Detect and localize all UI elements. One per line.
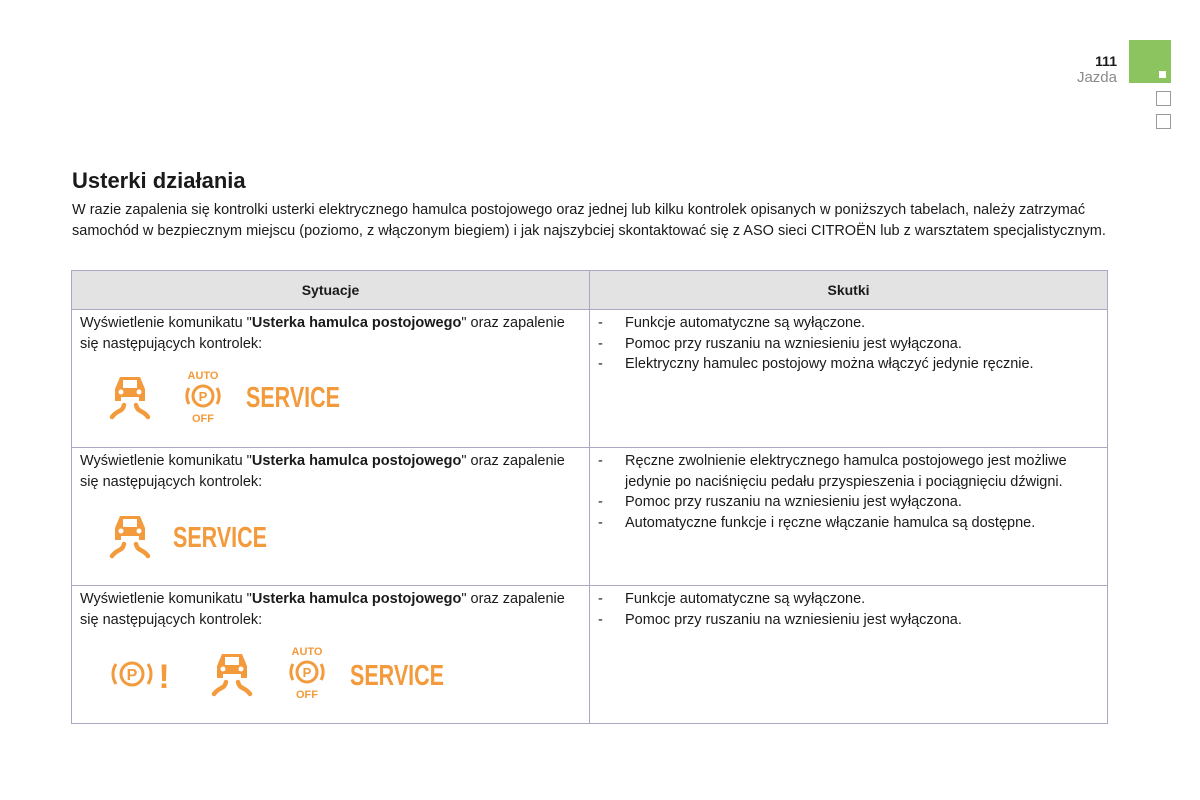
- message-name: Usterka hamulca postojowego: [251, 453, 462, 469]
- column-header-situations: Sytuacje: [72, 271, 590, 310]
- service-icon: [350, 656, 450, 692]
- warning-lights: [80, 508, 581, 578]
- skid-icon: [106, 512, 154, 562]
- table-row: [72, 310, 1108, 448]
- effects-list: [598, 589, 1099, 630]
- situation-text: Wyświetlenie komunikatu "Usterka hamulca postojowego" oraz zapalenie się następujących kontrolek:: [80, 453, 565, 490]
- service-icon: [173, 518, 273, 554]
- svg-text:!: !: [158, 658, 170, 696]
- table-header-row: [72, 271, 1108, 310]
- situation-cell: [72, 310, 590, 448]
- section-name: Jazda: [1076, 69, 1117, 86]
- list-item: - Automatyczne funkcje i ręczne włączanie hamulca są dostępne.: [598, 514, 1036, 531]
- svg-text:AUTO: AUTO: [187, 370, 219, 382]
- effects-list: [598, 451, 1099, 533]
- effects-cell: [590, 310, 1108, 448]
- intro-paragraph: W razie zapalenia się kontrolki usterki elektrycznego hamulca postojowego oraz jednej lub kilku kontrolek opisanych w poniższych tabelach, należy zatrzymać samochód w bezpiecznym miejscu (poziomo, z włączonym biegiem) i jak najszybciej skontaktować się z ASO sieci CITROËN lub z warsztatem specjalistycznym.: [72, 202, 1106, 239]
- svg-text:P: P: [302, 665, 312, 680]
- svg-text:P: P: [126, 667, 138, 684]
- message-name: Usterka hamulca postojowego: [251, 591, 462, 607]
- section-tab-active: [1129, 40, 1171, 83]
- list-item: - Ręczne zwolnienie elektrycznego hamulca postojowego jest możliwe jedynie po naciśnięciu pedału przyspieszenia i pociągnięciu dźwigni.: [598, 453, 1067, 490]
- svg-text:OFF: OFF: [192, 413, 214, 425]
- list-item: - Elektryczny hamulec postojowy można włączyć jedynie ręcznie.: [598, 356, 1034, 372]
- svg-text:SERVICE: SERVICE: [246, 382, 340, 414]
- effects-cell: [590, 586, 1108, 724]
- list-item: - Pomoc przy ruszaniu na wzniesieniu jest wyłączona.: [598, 494, 962, 510]
- warning-lights: [80, 646, 581, 716]
- situation-cell: [72, 448, 590, 586]
- list-item: - Funkcje automatyczne są wyłączone.: [598, 315, 866, 331]
- situation-cell: [72, 586, 590, 724]
- table-row: [72, 448, 1108, 586]
- section-tab: [1156, 114, 1171, 129]
- svg-text:AUTO: AUTO: [291, 646, 323, 658]
- page-number: 111: [1095, 53, 1117, 69]
- tab-marker: [1159, 71, 1166, 78]
- skid-icon: [106, 373, 154, 423]
- effects-cell: [590, 448, 1108, 586]
- auto-p-off-icon: [180, 368, 226, 424]
- svg-text:OFF: OFF: [296, 689, 318, 701]
- svg-text:P: P: [198, 389, 208, 404]
- page-title: Usterki działania: [72, 168, 246, 193]
- auto-p-off-icon: [284, 644, 330, 700]
- column-header-effects: Skutki: [590, 271, 1108, 310]
- skid-icon: [208, 650, 256, 700]
- svg-text:SERVICE: SERVICE: [350, 660, 444, 692]
- warning-lights: [80, 368, 581, 438]
- faults-table: [71, 270, 1108, 724]
- section-tab: [1156, 91, 1171, 106]
- svg-text:SERVICE: SERVICE: [173, 522, 267, 554]
- situation-text: Wyświetlenie komunikatu "Usterka hamulca postojowego" oraz zapalenie się następujących kontrolek:: [80, 315, 565, 352]
- effects-list: [598, 313, 1099, 375]
- parking-brake-fault-icon: [108, 654, 174, 696]
- table-row: [72, 586, 1108, 724]
- list-item: - Funkcje automatyczne są wyłączone.: [598, 591, 866, 607]
- message-name: Usterka hamulca postojowego: [251, 315, 462, 331]
- list-item: - Pomoc przy ruszaniu na wzniesieniu jest wyłączona.: [598, 335, 962, 352]
- service-icon: [246, 378, 346, 414]
- situation-text: Wyświetlenie komunikatu "Usterka hamulca postojowego" oraz zapalenie się następujących kontrolek:: [80, 591, 565, 628]
- list-item: - Pomoc przy ruszaniu na wzniesieniu jest wyłączona.: [598, 611, 962, 628]
